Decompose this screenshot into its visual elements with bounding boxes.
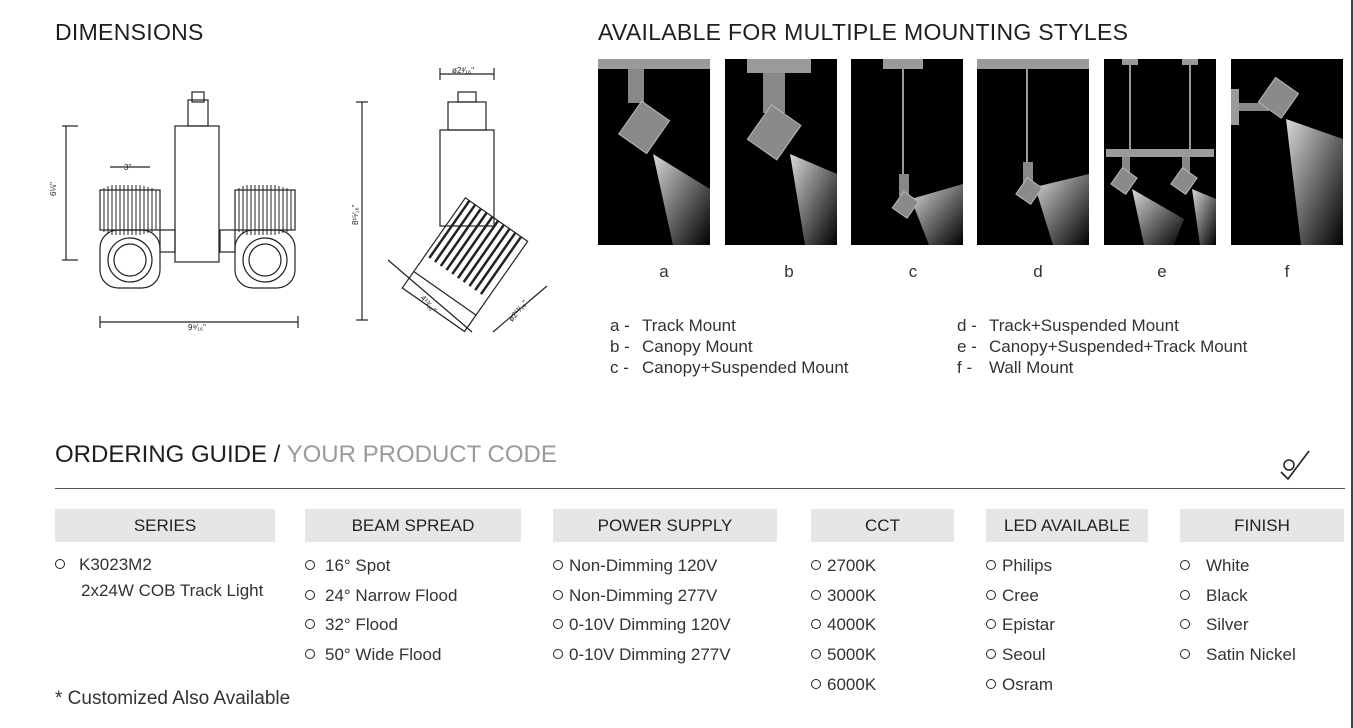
radio-circle-icon [305, 649, 315, 659]
mount-legend-right [957, 315, 1247, 378]
mount-label-b: b [784, 262, 794, 281]
dim-height-front: 6⅛" [49, 182, 58, 196]
option-led[interactable]: Epistar [986, 615, 1055, 635]
dimensions-title: DIMENSIONS [55, 19, 204, 45]
ordering-guide-title: ORDERING GUIDE / YOUR PRODUCT CODE [55, 441, 557, 468]
radio-circle-icon [811, 679, 821, 689]
header-series: SERIES [55, 509, 275, 542]
option-beam[interactable]: 32° Flood [305, 615, 398, 635]
option-power[interactable]: Non-Dimming 120V [553, 556, 717, 576]
mount-image-e [1104, 59, 1216, 245]
mount-label-a: a [659, 262, 669, 281]
radio-circle-icon [553, 649, 563, 659]
radio-circle-icon [986, 679, 996, 689]
header-beam-spread: BEAM SPREAD [305, 509, 521, 542]
option-led[interactable]: Philips [986, 556, 1052, 576]
dim-height-side: 8¹⁵⁄₁₆" [351, 204, 360, 225]
radio-circle-icon [811, 590, 821, 600]
legend-item: e - Canopy+Suspended+Track Mount [957, 337, 1248, 356]
option-beam[interactable]: 24° Narrow Flood [305, 586, 457, 606]
legend-item: a - Track Mount [610, 316, 736, 335]
option-cct[interactable]: 4000K [811, 615, 876, 635]
radio-circle-icon [1180, 649, 1190, 659]
option-beam[interactable]: 50° Wide Flood [305, 645, 441, 665]
option-finish[interactable]: White [1180, 556, 1249, 576]
mount-image-d [977, 59, 1089, 245]
radio-circle-icon [305, 560, 315, 570]
customized-note: * Customized Also Available [55, 688, 291, 709]
divider [55, 488, 1345, 489]
mount-image-b [725, 59, 837, 245]
radio-circle-icon [1180, 619, 1190, 629]
option-finish[interactable]: Satin Nickel [1180, 645, 1296, 665]
radio-circle-icon [811, 649, 821, 659]
checkmark-icon [1276, 448, 1312, 482]
option-led[interactable]: Cree [986, 586, 1039, 606]
radio-circle-icon [986, 649, 996, 659]
series-description: 2x24W COB Track Light [81, 581, 264, 600]
legend-item: b - Canopy Mount [610, 337, 753, 356]
legend-item: d - Track+Suspended Mount [957, 316, 1179, 335]
radio-circle-icon [811, 619, 821, 629]
mount-legend-left [610, 315, 849, 378]
radio-circle-icon [305, 590, 315, 600]
mount-image-f [1231, 59, 1343, 245]
option-cct[interactable]: 3000K [811, 586, 876, 606]
radio-circle-icon [305, 619, 315, 629]
radio-circle-icon [986, 619, 996, 629]
option-power[interactable]: 0-10V Dimming 120V [553, 615, 731, 635]
radio-circle-icon [55, 559, 65, 569]
option-led[interactable]: Osram [986, 675, 1053, 695]
header-finish: FINISH [1180, 509, 1344, 542]
option-power[interactable]: 0-10V Dimming 277V [553, 645, 731, 665]
option-cct[interactable]: 6000K [811, 675, 876, 695]
mount-label-c: c [908, 262, 918, 281]
header-cct: CCT [811, 509, 954, 542]
option-led[interactable]: Seoul [986, 645, 1045, 665]
dim-diam-top: ø2³⁄₁₆" [452, 66, 475, 75]
dimension-drawing [50, 60, 560, 350]
mount-label-e: e [1157, 262, 1167, 281]
option-cct[interactable]: 2700K [811, 556, 876, 576]
radio-circle-icon [986, 560, 996, 570]
option-finish[interactable]: Black [1180, 586, 1248, 606]
option-series[interactable]: K3023M2 [55, 555, 152, 575]
mount-label-f: f [1284, 262, 1290, 281]
mount-label-d: d [1033, 262, 1043, 281]
radio-circle-icon [553, 560, 563, 570]
mounting-title: AVAILABLE FOR MULTIPLE MOUNTING STYLES [598, 19, 1129, 45]
radio-circle-icon [986, 590, 996, 600]
mount-image-a [598, 59, 710, 245]
radio-circle-icon [1180, 560, 1190, 570]
option-cct[interactable]: 5000K [811, 645, 876, 665]
header-led-available: LED AVAILABLE [986, 509, 1148, 542]
dim-spacing: 3" [124, 163, 132, 172]
radio-circle-icon [553, 619, 563, 629]
option-power[interactable]: Non-Dimming 277V [553, 586, 717, 606]
dim-length: 4¹³⁄₁₆" [418, 293, 439, 315]
header-power-supply: POWER SUPPLY [553, 509, 777, 542]
legend-item: c - Canopy+Suspended Mount [610, 358, 849, 377]
radio-circle-icon [553, 590, 563, 600]
option-beam[interactable]: 16° Spot [305, 556, 390, 576]
dim-diam-bottom: ø2¹³⁄₁₆" [506, 298, 530, 324]
mount-image-c [851, 59, 963, 245]
option-finish[interactable]: Silver [1180, 615, 1249, 635]
radio-circle-icon [1180, 590, 1190, 600]
legend-item: f - Wall Mount [957, 358, 1074, 377]
dim-width: 9⁹⁄₁₆" [188, 323, 206, 332]
radio-circle-icon [811, 560, 821, 570]
